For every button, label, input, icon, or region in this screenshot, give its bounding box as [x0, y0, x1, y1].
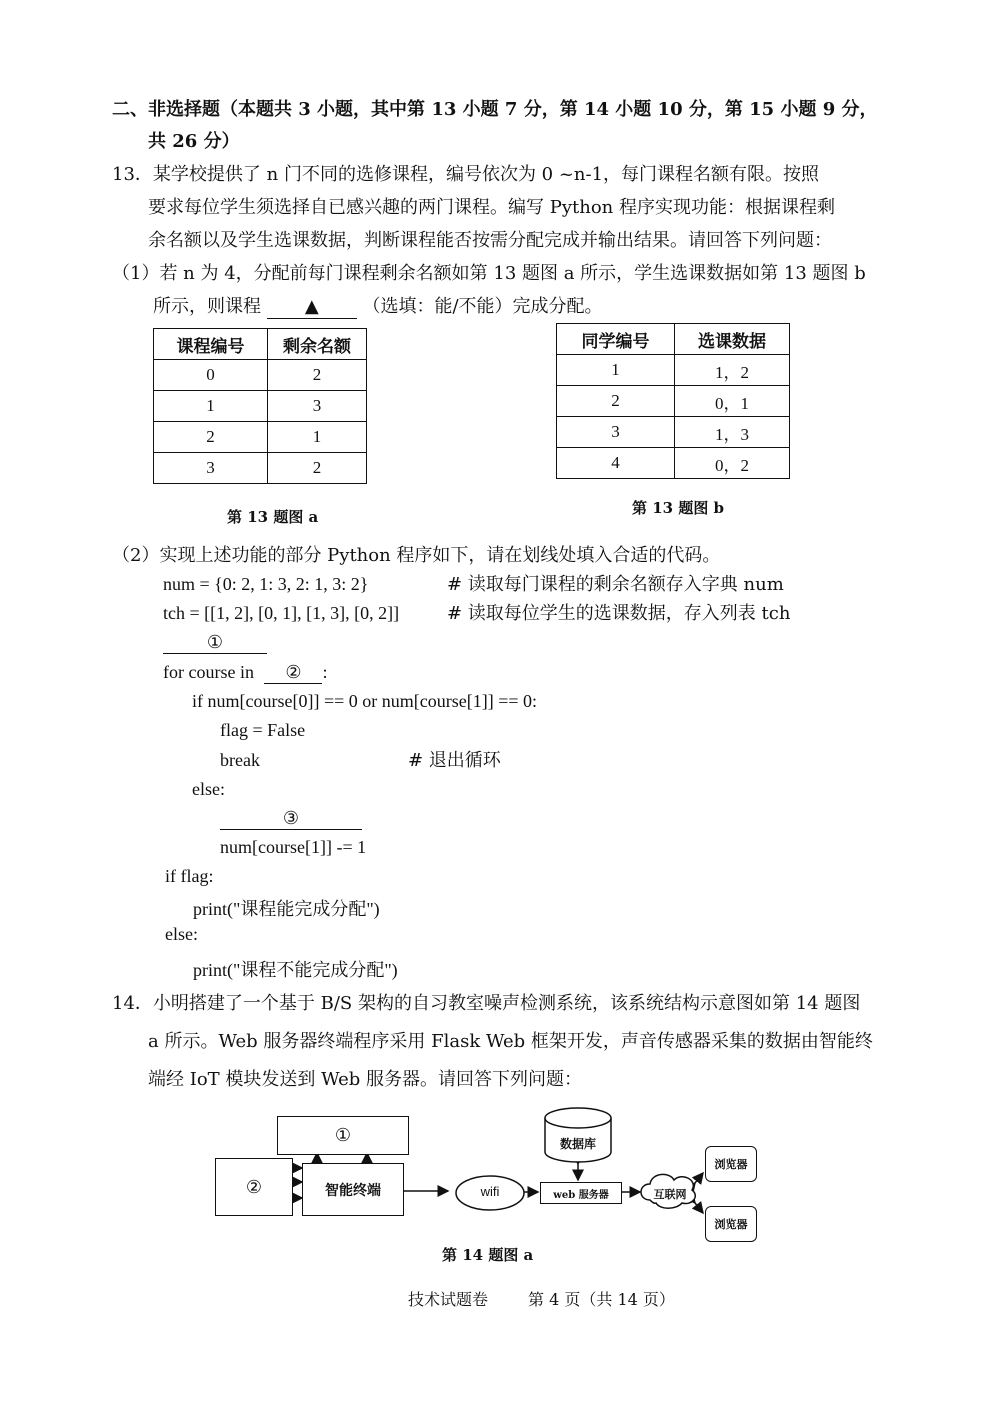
- q14-line3: 端经 IoT 模块发送到 Web 服务器。请回答下列问题：: [148, 1069, 583, 1090]
- q13-part1-pre: 所示，则课程: [153, 296, 261, 317]
- code-for-post: :: [322, 662, 328, 682]
- code-blank-1: ①: [163, 632, 267, 654]
- q13-part1-post: （选填：能/不能）完成分配。: [362, 296, 603, 317]
- diagram-box-2: ②: [215, 1158, 293, 1216]
- table-header-cell: 同学编号: [557, 324, 675, 355]
- diagram-box-1: ①: [277, 1116, 409, 1155]
- table-cell: 1: [557, 355, 675, 386]
- diagram-browser-2: 浏览器: [705, 1206, 757, 1242]
- code-blank-3: ③: [220, 808, 362, 830]
- code-comment-num: # 读取每门课程的剩余名额存入字典 num: [447, 574, 784, 595]
- table-cell: 4: [557, 448, 675, 479]
- code-line-if-num: if num[course[0]] == 0 or num[course[1]] == 0:: [192, 691, 538, 711]
- diagram-smart-terminal: 智能终端: [302, 1163, 404, 1216]
- table-header-cell: 选课数据: [675, 324, 790, 355]
- code-line-print-ok: print("课程能完成分配"): [193, 899, 380, 919]
- code-for-pre: for course in: [163, 662, 254, 682]
- table-header-cell: 剩余名额: [268, 329, 367, 360]
- code-line-decrement: num[course[1]] -= 1: [220, 837, 367, 857]
- table-header-cell: 课程编号: [154, 329, 268, 360]
- diagram-caption: 第 14 题图 a: [442, 1246, 534, 1264]
- table-cell: 2: [268, 453, 367, 484]
- table-cell: 3: [268, 391, 367, 422]
- code-line-break: break: [220, 750, 260, 770]
- q13-part1-line1: （1）若 n 为 4，分配前每门课程剩余名额如第 13 题图 a 所示，学生选课数据如第 13 题图 b: [112, 263, 866, 284]
- table-b-caption: 第 13 题图 b: [632, 499, 725, 517]
- table-cell: 1: [154, 391, 268, 422]
- code-line-num: num = {0: 2, 1: 3, 2: 1, 3: 2}: [163, 574, 369, 594]
- code-line-else1: else:: [192, 779, 225, 799]
- footer-page-number: 第 4 页（共 14 页）: [528, 1290, 675, 1309]
- code-comment-break: # 退出循环: [408, 750, 501, 771]
- table-cell: 2: [557, 386, 675, 417]
- table-a-caption: 第 13 题图 a: [227, 508, 319, 526]
- diagram-internet-label: 互联网: [653, 1188, 687, 1201]
- footer-exam-name: 技术试题卷: [408, 1290, 489, 1309]
- code-line-if-flag: if flag:: [165, 866, 214, 886]
- code-line-tch: tch = [[1, 2], [0, 1], [1, 3], [0, 2]]: [163, 603, 400, 623]
- code-line-flag-false: flag = False: [220, 720, 306, 740]
- table-cell: 1，2: [675, 355, 790, 386]
- diagram-database-label: 数据库: [559, 1137, 596, 1151]
- code-blank-2: ②: [264, 662, 322, 684]
- q13-line1: 13．某学校提供了 n 门不同的选修课程，编号依次为 0 ~n-1，每门课程名额有限。按照: [112, 164, 820, 185]
- code-line-else2: else:: [165, 924, 198, 944]
- table-cell: 3: [557, 417, 675, 448]
- table-cell: 1，3: [675, 417, 790, 448]
- section-heading-line2: 共 26 分）: [148, 131, 240, 152]
- answer-blank-part1: ▲: [267, 296, 357, 319]
- table-cell: 2: [268, 360, 367, 391]
- table-cell: 2: [154, 422, 268, 453]
- q14-line2: a 所示。Web 服务器终端程序采用 Flask Web 框架开发，声音传感器采集的数据由智能终: [148, 1031, 873, 1052]
- diagram-web-server: web 服务器: [540, 1182, 622, 1204]
- table-cell: 3: [154, 453, 268, 484]
- table-cell: 1: [268, 422, 367, 453]
- diagram-browser-1: 浏览器: [705, 1146, 757, 1182]
- table-cell: 0，2: [675, 448, 790, 479]
- section-heading-line1: 二、非选择题（本题共 3 小题，其中第 13 小题 7 分，第 14 小题 10 分，第 15 小题 9 分，: [112, 99, 878, 120]
- diagram-wifi-label: wifi: [480, 1184, 500, 1199]
- q14-line1: 14．小明搭建了一个基于 B/S 架构的自习教室噪声检测系统，该系统结构示意图如第 14 题图: [112, 993, 861, 1014]
- code-line-print-fail: print("课程不能完成分配"): [193, 960, 398, 980]
- q13-line3: 余名额以及学生选课数据，判断课程能否按需分配完成并输出结果。请回答下列问题：: [148, 230, 832, 251]
- table-cell: 0: [154, 360, 268, 391]
- q13-line2: 要求每位学生须选择自已感兴趣的两门课程。编写 Python 程序实现功能：根据课程剩: [148, 197, 835, 218]
- code-comment-tch: # 读取每位学生的选课数据，存入列表 tch: [447, 603, 791, 624]
- q13-part2-intro: （2）实现上述功能的部分 Python 程序如下，请在划线处填入合适的代码。: [112, 545, 721, 566]
- table-cell: 0，1: [675, 386, 790, 417]
